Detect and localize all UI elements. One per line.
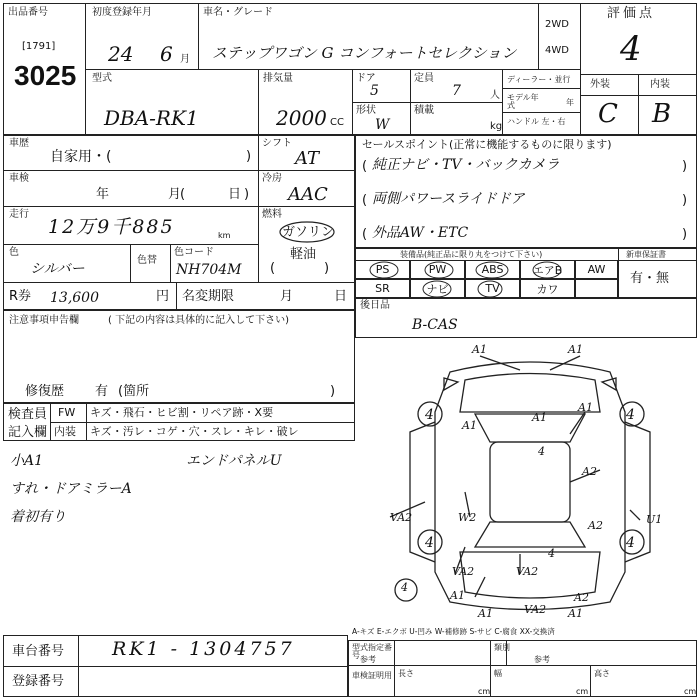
- first-reg-year: 24: [108, 42, 134, 66]
- after-frame: [355, 298, 697, 338]
- capacity-unit: 人: [490, 90, 500, 101]
- mark-w2: W2: [458, 511, 477, 524]
- drive-4wd: 4WD: [545, 45, 569, 56]
- length-label: 長さ: [398, 669, 414, 678]
- mark-a1-right-front: A1: [578, 401, 593, 414]
- checker-fw-text: キズ・飛石・ヒビ割・リペア跡・X要: [90, 406, 274, 419]
- after-value: B-CAS: [412, 317, 458, 333]
- tire-extra-2: 4: [548, 547, 555, 560]
- chassis-label: 車台番号: [12, 644, 65, 659]
- inspection-year: 年: [96, 187, 110, 202]
- model-year-label: モデル年式: [507, 93, 539, 110]
- checker-label-1: 検査員: [8, 407, 48, 422]
- model-label: 車名・グレード: [203, 7, 273, 18]
- equip-tv: TV: [465, 279, 520, 298]
- color-code-value: NH704M: [176, 262, 242, 278]
- equipment-label: 装備品(純正品に限り丸をつけて下さい): [400, 250, 543, 259]
- fuel-gasoline: ガソリン: [282, 225, 335, 240]
- mark-va2-left: VA2: [390, 511, 413, 524]
- checker-in-text: キズ・汚レ・コゲ・穴・スレ・キレ・破レ: [90, 425, 299, 438]
- inspection-paren-open: (: [180, 187, 186, 202]
- recycle-value: 13,600: [50, 290, 99, 306]
- type-designation-label: 型式指定番号: [352, 643, 392, 660]
- mark-va2-bumper: VA2: [524, 603, 547, 616]
- mileage-value: 12万9千885: [48, 216, 175, 238]
- displacement-value: 2000: [276, 106, 327, 130]
- doors-label: ドア: [356, 73, 376, 84]
- chassis-value: RK1 - 1304757: [112, 638, 295, 660]
- sales-points-label: セールスポイント(正常に機能するものに限ります): [362, 138, 612, 151]
- mark-a1-front-right: A1: [568, 343, 583, 356]
- sales-point-3: 外品AW・ETC: [372, 225, 469, 241]
- repair-label: 修復歴: [25, 384, 65, 399]
- recycle-label: R券: [9, 289, 32, 304]
- registration-label: 登録番号: [12, 674, 65, 689]
- displacement-label: 排気量: [263, 73, 293, 84]
- mark-va2-rear: VA2: [516, 565, 539, 578]
- tire-rear-left: 4: [425, 535, 434, 551]
- equip-abs: ABS: [465, 260, 520, 279]
- mark-va2-rear-left: VA2: [452, 565, 475, 578]
- first-reg-label: 初度登録年月: [92, 7, 152, 18]
- grade-value: 4: [620, 29, 642, 69]
- tire-extra-1: 4: [538, 445, 545, 458]
- mark-a1-hood: A1: [532, 411, 547, 424]
- model-value: ステップワゴン G コンフォートセレクション: [212, 44, 517, 62]
- inspection-cert-label: 車検証明用: [352, 671, 392, 680]
- year-unit: 年: [566, 98, 574, 107]
- interior-label: 内装: [650, 79, 670, 90]
- repaint-label: 色替: [137, 255, 157, 266]
- checker-label-2: 記入欄: [8, 425, 48, 440]
- load-unit: kg: [490, 121, 503, 132]
- height-label: 高さ: [594, 669, 610, 678]
- mark-a1-rear: A1: [478, 607, 493, 620]
- handle-label: ハンドル 左・右: [507, 117, 566, 126]
- drive-2wd: 2WD: [545, 19, 569, 30]
- exterior-label: 外装: [590, 79, 610, 90]
- warranty-label: 新車保証書: [626, 250, 666, 259]
- mark-a2-right: A2: [582, 465, 597, 478]
- change-deadline-label: 名変期限: [182, 289, 235, 304]
- shape-label: 形状: [356, 105, 376, 116]
- tire-rear-right: 4: [626, 535, 635, 551]
- shift-label: シフト: [262, 138, 292, 149]
- lot-code: [1791]: [22, 41, 56, 52]
- change-deadline-day: 日: [334, 289, 348, 304]
- recycle-unit: 円: [156, 289, 170, 304]
- sales-paren-close-1: ): [682, 159, 688, 174]
- after-label: 後日品: [360, 300, 390, 311]
- category-reference: 参考: [534, 655, 550, 664]
- grade-label: 評価点: [607, 6, 656, 21]
- sales-point-1: 純正ナビ・TV・バックカメラ: [372, 157, 560, 173]
- type-label: 型式: [92, 73, 112, 84]
- fuel-label: 燃料: [262, 209, 282, 220]
- diagram-legend: A-キズ E-エクボ U-凹み W-補修跡 S-サビ C-腐食 XX-交換済: [352, 627, 555, 636]
- tire-front-left: 4: [425, 407, 434, 423]
- sales-paren-open-3: (: [362, 227, 368, 242]
- width-label: 幅: [494, 669, 502, 678]
- equipment-circles: [362, 258, 622, 302]
- shift-value: AT: [295, 148, 320, 169]
- handwritten-note-3: 着初有り: [10, 509, 66, 525]
- color-value: シルバー: [30, 261, 85, 277]
- mileage-label: 走行: [9, 209, 29, 220]
- tire-spare: 4: [401, 581, 408, 594]
- gasoline-circle: [278, 220, 336, 244]
- handwritten-note-right: エンドパネルU: [186, 453, 282, 469]
- category-label: 類別: [494, 643, 510, 652]
- fuel-paren-open: (: [270, 261, 276, 276]
- first-reg-month: 6: [160, 42, 173, 66]
- equip-sr: SR: [355, 279, 410, 298]
- capacity-label: 定員: [414, 73, 434, 84]
- ac-value: AAC: [288, 184, 328, 205]
- lot-label: 出品番号: [8, 7, 48, 18]
- color-code-label: 色コード: [174, 247, 214, 258]
- inspection-label: 車検: [9, 173, 29, 184]
- mark-a1-front-left: A1: [472, 343, 487, 356]
- fuel-paren-close: ): [324, 261, 330, 276]
- inspection-paren-close: ): [244, 187, 250, 202]
- type-value: DBA-RK1: [104, 106, 199, 130]
- load-label: 積載: [414, 105, 434, 116]
- history-label: 車歴: [9, 138, 29, 149]
- width-cm: cm: [576, 687, 589, 696]
- sales-paren-open-2: (: [362, 193, 368, 208]
- capacity-value: 7: [452, 83, 461, 99]
- history-value: 自家用・(: [50, 149, 112, 165]
- tire-front-right: 4: [626, 407, 635, 423]
- repair-value: 有: [95, 384, 109, 399]
- repair-close: ): [330, 384, 336, 399]
- equip-pw: PW: [410, 260, 465, 279]
- mark-a1-left-front: A1: [462, 419, 477, 432]
- equip-leather: カワ: [520, 279, 575, 298]
- type-designation-reference: 参考: [360, 655, 376, 664]
- mark-a2-rear-corner: A2: [574, 591, 589, 604]
- inspection-month: 月: [168, 187, 182, 202]
- notes-label: 注意事項申告欄: [9, 315, 79, 326]
- color-label: 色: [9, 247, 19, 258]
- cc-unit: CC: [330, 117, 344, 128]
- sales-paren-close-2: ): [682, 193, 688, 208]
- notes-hint: ( 下記の内容は具体的に記入して下さい): [108, 315, 289, 326]
- first-reg-month-unit: 月: [180, 54, 190, 65]
- checker-in-label: 内装: [54, 425, 76, 438]
- equip-navi: ナビ: [410, 279, 465, 298]
- height-cm: cm: [684, 687, 697, 696]
- change-deadline-month: 月: [280, 289, 294, 304]
- car-diagram: [370, 342, 690, 622]
- repair-place: (箇所: [118, 384, 150, 399]
- mark-a1-spare: A1: [450, 589, 465, 602]
- dealer-label: ディーラー・並行: [507, 75, 571, 84]
- handwritten-note-2: すれ・ドアミラーA: [10, 481, 132, 497]
- handwritten-note-1: 小A1: [10, 453, 44, 469]
- mileage-unit: km: [218, 231, 231, 240]
- mark-a2-right-rear: A2: [588, 519, 603, 532]
- shape-value: W: [375, 117, 390, 133]
- equip-airbag: エアB: [520, 260, 575, 279]
- equip-ps: PS: [355, 260, 410, 279]
- doors-value: 5: [370, 83, 379, 99]
- sales-point-2: 両側パワースライドドア: [372, 191, 525, 207]
- length-cm: cm: [478, 687, 491, 696]
- fuel-diesel: 軽油: [290, 247, 317, 262]
- sales-paren-close-3: ): [682, 227, 688, 242]
- history-close: ): [246, 149, 252, 164]
- interior-value: B: [652, 99, 672, 129]
- sales-paren-open-1: (: [362, 159, 368, 174]
- mark-a1-rear-right: A1: [568, 607, 583, 620]
- checker-fw-label: FW: [58, 406, 76, 419]
- mark-u1-right: U1: [646, 513, 663, 526]
- lot-number: 3025: [14, 60, 77, 91]
- inspection-day: 日: [228, 187, 242, 202]
- ac-label: 冷房: [262, 173, 282, 184]
- exterior-value: C: [598, 99, 618, 129]
- warranty-value: 有・無: [630, 271, 670, 286]
- equip-aw: AW: [575, 260, 618, 279]
